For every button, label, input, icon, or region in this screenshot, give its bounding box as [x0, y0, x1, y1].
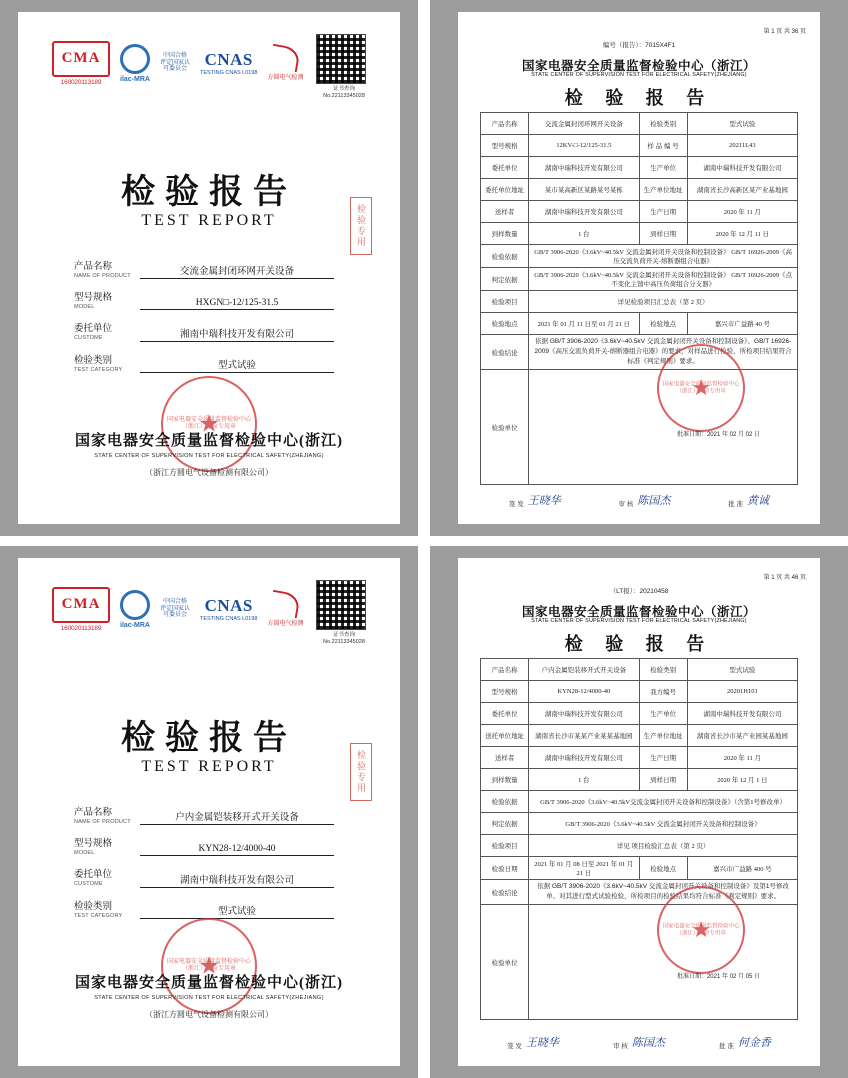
signature-name: 王晓华 [527, 495, 561, 507]
field-row [74, 324, 334, 341]
cell-label: 检验类别 [639, 113, 687, 135]
cell-label: 到样数量 [481, 769, 529, 791]
signature-role: 签 发 [507, 1043, 522, 1050]
table-row [481, 681, 798, 703]
ilac-mra-logo [120, 590, 150, 629]
cell-value: 嘉兴市广益路 400 号 [687, 857, 797, 880]
cell-value: 20201H101 [687, 681, 797, 703]
cma-label: CMA [61, 50, 101, 66]
cell-value: 湖南中瑞科技开发有限公司 [529, 157, 639, 179]
field-row [74, 808, 334, 825]
cell-value: 型式试验 [687, 659, 797, 681]
signature-name: 陈国杰 [637, 495, 671, 507]
cell-label: 检验单位 [481, 905, 529, 1020]
cell-value: 12KV-□-12/125-31.5 [529, 135, 639, 157]
cover-title-cn: 检验报告 [121, 720, 297, 757]
cnas-chinese-mark [160, 599, 190, 619]
cell-value: 20211L43 [687, 135, 797, 157]
fangyuan-label: 方圆电气检测 [267, 74, 304, 81]
cell-label: 检验结论 [481, 880, 529, 905]
cell-label: 样 品 编 号 [639, 135, 687, 157]
qr-code-icon [316, 580, 366, 630]
cell-value: 某市某高新区某路某号某栋 [529, 179, 639, 201]
side-stamp: 检验专用 [350, 197, 372, 255]
report-page-2 [458, 558, 820, 1066]
cnas-sublabel: TESTING CNAS L0198 [200, 615, 258, 622]
field-value: 户内金属铠装移开式开关设备 [140, 809, 334, 825]
table-row [481, 880, 798, 905]
cell-value: 详见 项目检验汇总表（第 2 页） [529, 835, 798, 857]
seal-text: 国家电器安全质量监督检验中心（浙江）检验专用章 [662, 381, 740, 394]
table-row [481, 135, 798, 157]
table-row [481, 157, 798, 179]
table-row [481, 835, 798, 857]
cell-value: 1 台 [529, 223, 639, 245]
cell-value: 交流金属封闭环网开关设备 [529, 113, 639, 135]
table-row [481, 769, 798, 791]
cell-value: 2020 年 12 月 1 日 [687, 769, 797, 791]
cell-value: 湖南中瑞科技开发有限公司 [687, 703, 797, 725]
cell-label: 型号规格 [481, 681, 529, 703]
cell-value: 2020 年 11 月 [687, 747, 797, 769]
cell-label: 检验项目 [481, 291, 529, 313]
signature-reviewer [619, 492, 671, 508]
ilac-ring-icon [120, 44, 150, 74]
cell-label: 送样者 [481, 747, 529, 769]
cell-value: GB/T 3906-2020《3.6kV~40.5kV交流金属封闭开关设备和控制设备》（含第1号修改单） [529, 791, 798, 813]
report-code-2: （LT报）：20210458 [609, 588, 669, 595]
cnas-sublabel: TESTING CNAS L0198 [200, 69, 258, 76]
cell-label: 委托单位 [481, 157, 529, 179]
page-number: 第 1 页 共 46 页 [763, 575, 806, 581]
approval-date-2: 批准日期：2021 年 02 月 05 日 [676, 974, 760, 980]
report-official-seal-2 [657, 886, 745, 974]
cell-value: 依据 GB/T 3906-2020《3.6kV~40.5kV 交流金属封闭开关设备和控制设备》及第1号修改单、对其进行型式试验检验，所检项目的检验结果均符合标准《判定规则》要求。 [529, 880, 798, 905]
field-label: 产品名称 NAME OF PRODUCT [74, 807, 131, 825]
cell-value: 湖南中瑞科技开发有限公司 [529, 703, 639, 725]
field-label: 委托单位 CUSTOME [74, 323, 113, 342]
field-label: 型号规格 MODEL [74, 838, 113, 857]
table-row [481, 245, 798, 268]
field-value: 型式试验 [140, 357, 334, 373]
cell-label: 到样日期 [639, 223, 687, 245]
qr-block-1 [316, 34, 372, 99]
fangyuan-logo [267, 592, 303, 627]
field-row [74, 870, 334, 887]
cell-label: 生产单位地址 [639, 179, 687, 201]
field-label: 型号规格 MODEL [74, 292, 113, 311]
cell-label: 型号规格 [481, 135, 529, 157]
cover-page-1 [18, 12, 400, 524]
org-subsidiary: （浙江方圆电气设备检测有限公司） [145, 1010, 273, 1019]
table-row [481, 268, 798, 291]
cell-label: 生产日期 [639, 201, 687, 223]
cell-label: 检验项目 [481, 835, 529, 857]
page-quadrant-bottom-right [430, 546, 848, 1078]
ilac-label: ilac-MRA [120, 621, 150, 629]
report-page-1 [458, 12, 820, 524]
cell-label: 我方编号 [639, 681, 687, 703]
side-stamp: 检验专用 [350, 743, 372, 801]
cell-label: 检验依据 [481, 791, 529, 813]
field-row [74, 902, 334, 919]
qr-caption: 证书查询 No.22113345028 [323, 632, 365, 645]
signature-role: 批 准 [719, 1043, 734, 1050]
cn-mark-line-3: 可委员会 [163, 612, 188, 619]
field-value: 交流金属封闭环网开关设备 [140, 263, 334, 279]
cover-fields-2 [74, 808, 334, 933]
cell-value: KYN28-12/4000-40 [529, 681, 639, 703]
cell-label: 生产单位 [639, 703, 687, 725]
field-row [74, 293, 334, 310]
cell-value: 湖南省长沙市某某产业某某基地园 [529, 725, 639, 747]
field-label: 检验类别 TEST CATEGORY [74, 354, 123, 373]
report-table-2 [480, 658, 798, 1020]
cell-label: 判定依据 [481, 813, 529, 835]
report-official-seal-1 [657, 344, 745, 432]
cell-label: 检验地点 [481, 313, 529, 335]
field-row [74, 262, 334, 279]
signature-name: 黄诚 [747, 495, 770, 507]
cell-label: 送托单位地址 [481, 725, 529, 747]
cn-mark-line-1: 中国合格 [163, 599, 188, 606]
cell-value: 2021 年 01 月 08 日至 2021 年 01 月 21 日 [529, 857, 639, 880]
cell-label: 检验类别 [639, 659, 687, 681]
report-org-cn-1: 国家电器安全质量监督检验中心（浙江） [521, 59, 756, 73]
cell-label: 检验单位 [481, 370, 529, 485]
report-title-2: 检 验 报 告 [564, 634, 714, 654]
accreditation-logos [52, 38, 352, 88]
field-value: 型式试验 [140, 903, 334, 919]
table-row [481, 335, 798, 370]
table-row [481, 857, 798, 880]
cma-label: CMA [61, 596, 101, 612]
report-header-2 [472, 572, 806, 581]
field-label: 委托单位 CUSTOME [74, 869, 113, 888]
cell-label: 检验结论 [481, 335, 529, 370]
signature-row-1 [480, 492, 798, 508]
org-subsidiary: （浙江方圆电气设备检测有限公司） [145, 468, 273, 477]
cell-value: 详见检验项目汇总表（第 2 页） [529, 291, 798, 313]
ilac-mra-logo [120, 44, 150, 83]
signature-role: 审 核 [613, 1043, 628, 1050]
field-row [74, 839, 334, 856]
signature-approver [719, 1034, 771, 1050]
table-row [481, 370, 798, 485]
field-row [74, 356, 334, 373]
table-row [481, 313, 798, 335]
cover-title-cn: 检验报告 [121, 174, 297, 211]
signature-name: 陈国杰 [631, 1037, 665, 1049]
cnas-label: CNAS [204, 595, 253, 615]
cell-value: 湖南省长沙市某产业园某基地园 [687, 725, 797, 747]
field-value: 湖南中瑞科技开发有限公司 [140, 872, 334, 888]
report-org-en-1: STATE CENTER OF SUPERVISION TEST FOR ELECTRICAL SAFETY(ZHEJIANG) [531, 72, 747, 78]
cell-label: 生产单位 [639, 157, 687, 179]
cn-mark-line-3: 可委员会 [163, 66, 188, 73]
table-row [481, 223, 798, 245]
qr-caption: 证书查询 No.22113345028 [323, 86, 365, 99]
table-row [481, 659, 798, 681]
cell-label: 检验地点 [639, 857, 687, 880]
report-code-1: 编号（报告）：7015X4F1 [602, 42, 676, 49]
cell-value: 2021 年 01 月 11 日至 01 月 21 日 [529, 313, 639, 335]
page-quadrant-top-left [0, 0, 418, 536]
table-row [481, 725, 798, 747]
cell-label: 生产单位地址 [639, 725, 687, 747]
field-label: 产品名称 NAME OF PRODUCT [74, 261, 131, 279]
cell-value: GB/T 3906-2020《3.6kV~40.5kV 交流金属封闭开关设备和控制设备》 GB/T 16926-2009《点不变化主馈中高压负荷组合分支器》 [529, 268, 798, 291]
cell-value: 依据 GB/T 3906-2020《3.6kV~40.5kV 交流金属封闭开关设备和控制设备》、GB/T 16926-2009《高压交流负荷开关-熔断器组合电器》的要求，对样品进行检验，所检项目结果符合标准《判定规则》要求。 [529, 335, 798, 370]
cell-label: 检验日期 [481, 857, 529, 880]
cma-number: 160020113189 [60, 78, 102, 86]
qr-block-2 [316, 580, 372, 645]
org-name-cn: 国家电器安全质量监督检验中心(浙江) [75, 975, 343, 991]
cma-logo [52, 587, 110, 632]
cell-label: 生产日期 [639, 747, 687, 769]
cell-value: 2020 年 11 月 [687, 201, 797, 223]
cell-value: 户内金属铠装移开式开关设备 [529, 659, 639, 681]
report-header-1 [472, 26, 806, 35]
cell-value: GB/T 3906-2020《3.6kV~40.5kV 交流金属封闭开关设备和控制设备》 [529, 813, 798, 835]
table-row [481, 905, 798, 1020]
cn-mark-line-1: 中国合格 [163, 53, 188, 60]
cell-value: 湖南省长沙高新区某产业基地园 [687, 179, 797, 201]
page-number: 第 1 页 共 36 页 [763, 29, 806, 35]
seal-text: 国家电器安全质量监督检验中心（浙江）检验专用章 [166, 416, 251, 430]
cell-label: 产品名称 [481, 659, 529, 681]
field-value: HXGN□-12/125-31.5 [140, 298, 334, 310]
cma-number: 160020113189 [60, 624, 102, 632]
qr-code-icon [316, 34, 366, 84]
seal-text: 国家电器安全质量监督检验中心（浙江）检验专用章 [662, 923, 740, 936]
cell-value: 型式试验 [687, 113, 797, 135]
cnas-logo [200, 596, 257, 622]
cnas-logo [200, 50, 257, 76]
swoosh-icon [270, 43, 302, 71]
table-row [481, 291, 798, 313]
cell-label: 委托单位 [481, 703, 529, 725]
report-org-en-2: STATE CENTER OF SUPERVISION TEST FOR ELECTRICAL SAFETY(ZHEJIANG) [531, 618, 747, 624]
approval-date-1: 批准日期：2021 年 02 月 02 日 [676, 432, 760, 438]
table-row [481, 201, 798, 223]
cn-mark-line-2: 评定国家认 [160, 59, 191, 66]
table-row [481, 703, 798, 725]
cnas-label: CNAS [204, 49, 253, 69]
cell-value: 嘉兴市广益路 40 号 [687, 313, 797, 335]
org-name-en: STATE CENTER OF SUPERVISION TEST FOR ELECTRICAL SAFETY(ZHEJIANG) [94, 453, 324, 459]
fangyuan-logo [267, 46, 303, 81]
cell-label: 到样数量 [481, 223, 529, 245]
table-row [481, 113, 798, 135]
cover-fields-1 [74, 262, 334, 387]
table-row [481, 813, 798, 835]
cell-label: 送样者 [481, 201, 529, 223]
field-value: 湘南中瑞科技开发有限公司 [140, 326, 334, 342]
cell-label: 检验依据 [481, 245, 529, 268]
signature-role: 审 核 [618, 501, 634, 508]
ilac-ring-icon [120, 590, 150, 620]
seal-text: 国家电器安全质量监督检验中心（浙江）检验专用章 [166, 958, 251, 972]
cover-title-en: TEST REPORT [141, 758, 277, 775]
signature-issuer [507, 1034, 559, 1050]
signature-role: 批 准 [728, 501, 744, 508]
cell-value: 湖南中瑞科技开发有限公司 [529, 201, 639, 223]
cn-mark-line-2: 评定国家认 [160, 605, 191, 612]
signature-role: 签 发 [508, 501, 524, 508]
accreditation-logos-2 [52, 584, 352, 634]
ilac-label: ilac-MRA [120, 75, 150, 83]
table-row [481, 791, 798, 813]
cell-label: 委托单位地址 [481, 179, 529, 201]
cell-label: 产品名称 [481, 113, 529, 135]
signature-name: 王晓华 [525, 1037, 559, 1049]
signature-name: 何金香 [737, 1037, 771, 1049]
signature-approver [728, 492, 769, 508]
signature-row-2 [480, 1034, 798, 1050]
swoosh-icon [270, 589, 302, 617]
cell-value: GB/T 3906-2020《3.6kV~40.5kV 交流金属封闭开关设备和控制设备》 GB/T 16926-2009《高压交流负荷开关-熔断器组合电器》 [529, 245, 798, 268]
cell-label: 判定依据 [481, 268, 529, 291]
report-title-1: 检 验 报 告 [564, 88, 714, 108]
cell-label: 到样日期 [639, 769, 687, 791]
signature-issuer [509, 492, 561, 508]
page-quadrant-top-right [430, 0, 848, 536]
org-name-cn: 国家电器安全质量监督检验中心(浙江) [75, 433, 343, 449]
cell-value: 湖南中瑞科技开发有限公司 [529, 747, 639, 769]
report-org-cn-2: 国家电器安全质量监督检验中心（浙江） [521, 605, 756, 619]
cover-title-en: TEST REPORT [141, 212, 277, 229]
org-name-en: STATE CENTER OF SUPERVISION TEST FOR ELECTRICAL SAFETY(ZHEJIANG) [94, 995, 324, 1001]
field-value: KYN28-12/4000-40 [140, 844, 334, 856]
cell-value: 2020 年 12 月 11 日 [687, 223, 797, 245]
fangyuan-label: 方圆电气检测 [267, 620, 304, 627]
cell-value: 湖南中瑞科技开发有限公司 [687, 157, 797, 179]
table-row [481, 747, 798, 769]
cnas-chinese-mark [160, 53, 190, 73]
issuing-organization-1 [18, 429, 400, 478]
page-quadrant-bottom-left [0, 546, 418, 1078]
cover-page-2 [18, 558, 400, 1066]
field-label: 检验类别 TEST CATEGORY [74, 900, 123, 919]
cell-value: 1 台 [529, 769, 639, 791]
signature-reviewer [613, 1034, 665, 1050]
table-row [481, 179, 798, 201]
cell-label: 检验地点 [639, 313, 687, 335]
cma-logo [52, 41, 110, 86]
issuing-organization-2 [18, 971, 400, 1020]
